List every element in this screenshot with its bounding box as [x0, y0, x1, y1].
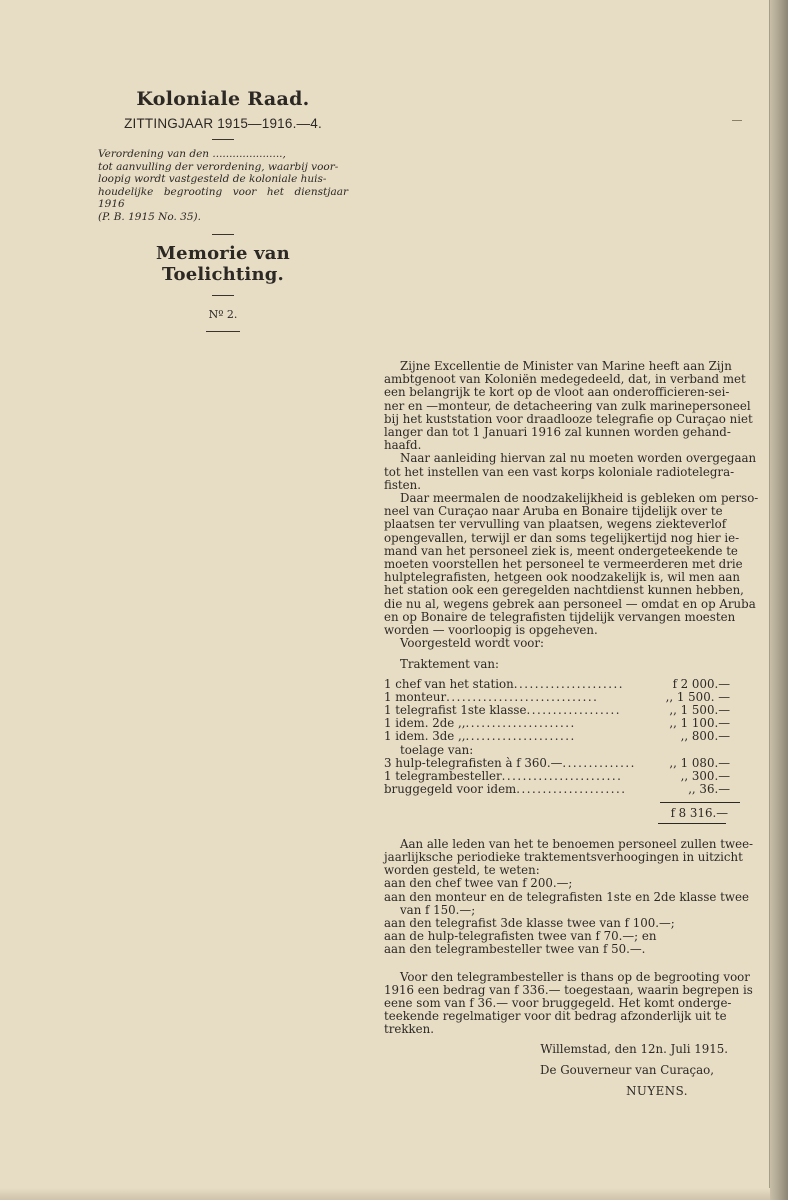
- place-date: Willemstad, den 12n. Juli 1915.: [540, 1041, 728, 1056]
- text-line: Zijne Excellentie de Minister van Marine heeft aan Zijn: [400, 359, 732, 373]
- total-amount: f 8 316.—: [670, 805, 728, 820]
- table-row: [384, 783, 742, 796]
- ordinance-line: houdelijke begrooting voor het dienstjaar 1916: [98, 185, 348, 211]
- leader-dots: .............................: [446, 690, 599, 704]
- text-line: eene som van f 36.— voor bruggegeld. Het komt onderge-: [384, 995, 732, 1010]
- header-rule: [212, 139, 234, 140]
- allowance-desc: 3 hulp-telegrafisten à f 360.—: [384, 756, 563, 770]
- salary-amount: ,, 800.—: [680, 729, 730, 744]
- increment-line: aan de hulp-telegrafisten twee van f 70.—; en: [384, 929, 657, 944]
- increment-line: aan den telegrafist 3de klasse twee van f 100.—;: [384, 915, 675, 930]
- salary-desc: 1 idem. 3de ,,: [384, 730, 466, 744]
- text-line: plaatsen ter vervulling van plaatsen, wegens ziekteverlof: [384, 517, 727, 532]
- paragraph-4: [384, 836, 754, 957]
- text-line: Naar aanleiding hiervan zal nu moeten worden overgegaan: [400, 451, 757, 466]
- salary-table: [384, 678, 742, 797]
- total-rule: [660, 802, 740, 803]
- paragraph-1: [384, 359, 753, 453]
- page-bottom-edge: [0, 1188, 770, 1200]
- text-line: hulptelegrafisten, hetgeen ook noodzakelijk is, wil men aan: [384, 570, 740, 585]
- salary-amount: ,, 1 500. —: [665, 689, 730, 704]
- text-line: het station ook een geregelden nachtdienst kunnen hebben,: [384, 583, 744, 598]
- paragraph-3: [384, 491, 759, 651]
- text-line: moeten voorstellen het personeel te vermeerderen met drie: [384, 557, 743, 572]
- ordinance-line: loopig wordt vastgesteld de koloniale huis-: [98, 173, 327, 186]
- text-line: worden — voorloopig is opgeheven.: [384, 623, 598, 638]
- text-line: Aan alle leden van het te benoemen personeel zullen twee-: [400, 836, 754, 851]
- ordinance-description: [98, 148, 348, 224]
- salary-desc: 1 chef van het station: [384, 677, 514, 691]
- allowance-heading: toelage van:: [400, 743, 474, 757]
- increment-line: van f 150.—;: [400, 902, 476, 917]
- text-line: opengevallen, terwijl er dan soms tegelijkertijd nog hier ie-: [384, 530, 740, 545]
- ordinance-line: Verordening van den .....................,: [98, 148, 286, 160]
- council-title: Koloniale Raad.: [136, 88, 310, 110]
- text-line: teekende regelmatiger voor dit bedrag afzonderlijk uit te: [384, 1009, 727, 1024]
- margin-mark: [732, 120, 742, 121]
- paragraph-5: [384, 969, 753, 1037]
- text-line: bij het kuststation voor draadlooze telegrafie op Curaçao niet: [384, 411, 753, 426]
- text-line: en op Bonaire de telegrafisten tijdelijk vervangen moesten: [384, 609, 736, 624]
- text-line: trekken.: [384, 1022, 434, 1037]
- paragraph-2: [384, 451, 757, 492]
- text-line: tot het instellen van een vast korps koloniale radiotelegra-: [384, 464, 735, 479]
- text-line: jaarlijksche periodieke traktementsverhoogingen in uitzicht: [384, 849, 743, 864]
- leader-dots: .....................: [516, 783, 627, 797]
- increment-line: aan den telegrambesteller twee van f 50.—.: [384, 942, 646, 957]
- leader-dots: ..............: [562, 756, 636, 770]
- salary-amount: ,, 1 100.—: [669, 716, 730, 731]
- text-line: ner en —monteur, de detacheering van zulk marinepersoneel: [384, 398, 751, 413]
- text-line: 1916 een bedrag van f 336.— toegestaan, waarin begrepen is: [384, 982, 753, 997]
- table-row: [384, 730, 742, 743]
- allowance-desc: 1 telegrambesteller: [384, 770, 502, 784]
- ordinance-line: (P. B. 1915 No. 35).: [98, 210, 201, 223]
- text-line: een belangrijk te kort op de vloot aan onderofficieren-sei-: [384, 385, 730, 400]
- page-edge: [770, 0, 788, 1200]
- text-line: neel van Curaçao naar Aruba en Bonaire tijdelijk over te: [384, 504, 723, 519]
- signatory-title: De Gouverneur van Curaçao,: [540, 1062, 714, 1077]
- text-line: langer dan tot 1 Januari 1916 zal kunnen worden gehand-: [384, 425, 731, 440]
- salary-desc: 1 idem. 2de ,,: [384, 717, 466, 731]
- allowance-desc: bruggegeld voor idem: [384, 783, 517, 797]
- table-row: [384, 744, 742, 757]
- header-rule: [212, 234, 234, 235]
- proposal-line: Voorgesteld wordt voor:: [400, 636, 545, 651]
- text-line: Daar meermalen de noodzakelijkheid is gebleken om perso-: [400, 491, 759, 506]
- memo-rule: [212, 295, 234, 296]
- memo-title: Memorie van Toelichting.: [156, 242, 290, 285]
- text-line: ambtgenoot van Koloniën medegedeeld, dat, in verband met: [384, 372, 746, 387]
- text-line: mand van het personeel ziek is, meent ondergeteekende te: [384, 543, 738, 558]
- signatory-name: NUYENS.: [626, 1083, 688, 1098]
- increment-line: aan den monteur en de telegrafisten 1ste en 2de klasse twee: [384, 889, 749, 904]
- salary-amount: f 2 000.—: [672, 676, 730, 691]
- leader-dots: .....................: [465, 717, 576, 731]
- memo-number-rule: [206, 331, 240, 332]
- session-year: ZITTINGJAAR 1915—1916.—4.: [124, 116, 322, 131]
- leader-dots: .....................: [513, 677, 624, 691]
- memo-body: [384, 359, 759, 1098]
- salary-desc: 1 monteur: [384, 690, 447, 704]
- document-header: [98, 88, 348, 332]
- salary-desc: 1 telegrafist 1ste klasse: [384, 704, 527, 718]
- leader-dots: .......................: [501, 770, 623, 784]
- leader-dots: ..................: [526, 704, 621, 718]
- allowance-amount: ,, 36.—: [688, 782, 730, 797]
- increment-line: aan den chef twee van f 200.—;: [384, 876, 573, 891]
- allowance-amount: ,, 1 080.—: [669, 755, 730, 770]
- allowance-amount: ,, 300.—: [680, 769, 730, 784]
- text-line: Voor den telegrambesteller is thans op de begrooting voor: [400, 969, 750, 984]
- memo-number: Nº 2.: [208, 307, 238, 321]
- leader-dots: .....................: [465, 730, 576, 744]
- text-line: fisten.: [384, 477, 421, 492]
- text-line: worden gesteld, te weten:: [384, 863, 540, 878]
- ordinance-line: tot aanvulling der verordening, waarbij voor-: [98, 160, 339, 173]
- text-line: die nu al, wegens gebrek aan personeel — omdat en op Aruba: [384, 596, 756, 611]
- salary-heading: Traktement van:: [400, 657, 499, 672]
- salary-amount: ,, 1 500.—: [669, 703, 730, 718]
- table-row: [384, 678, 742, 691]
- text-line: haafd.: [384, 438, 422, 453]
